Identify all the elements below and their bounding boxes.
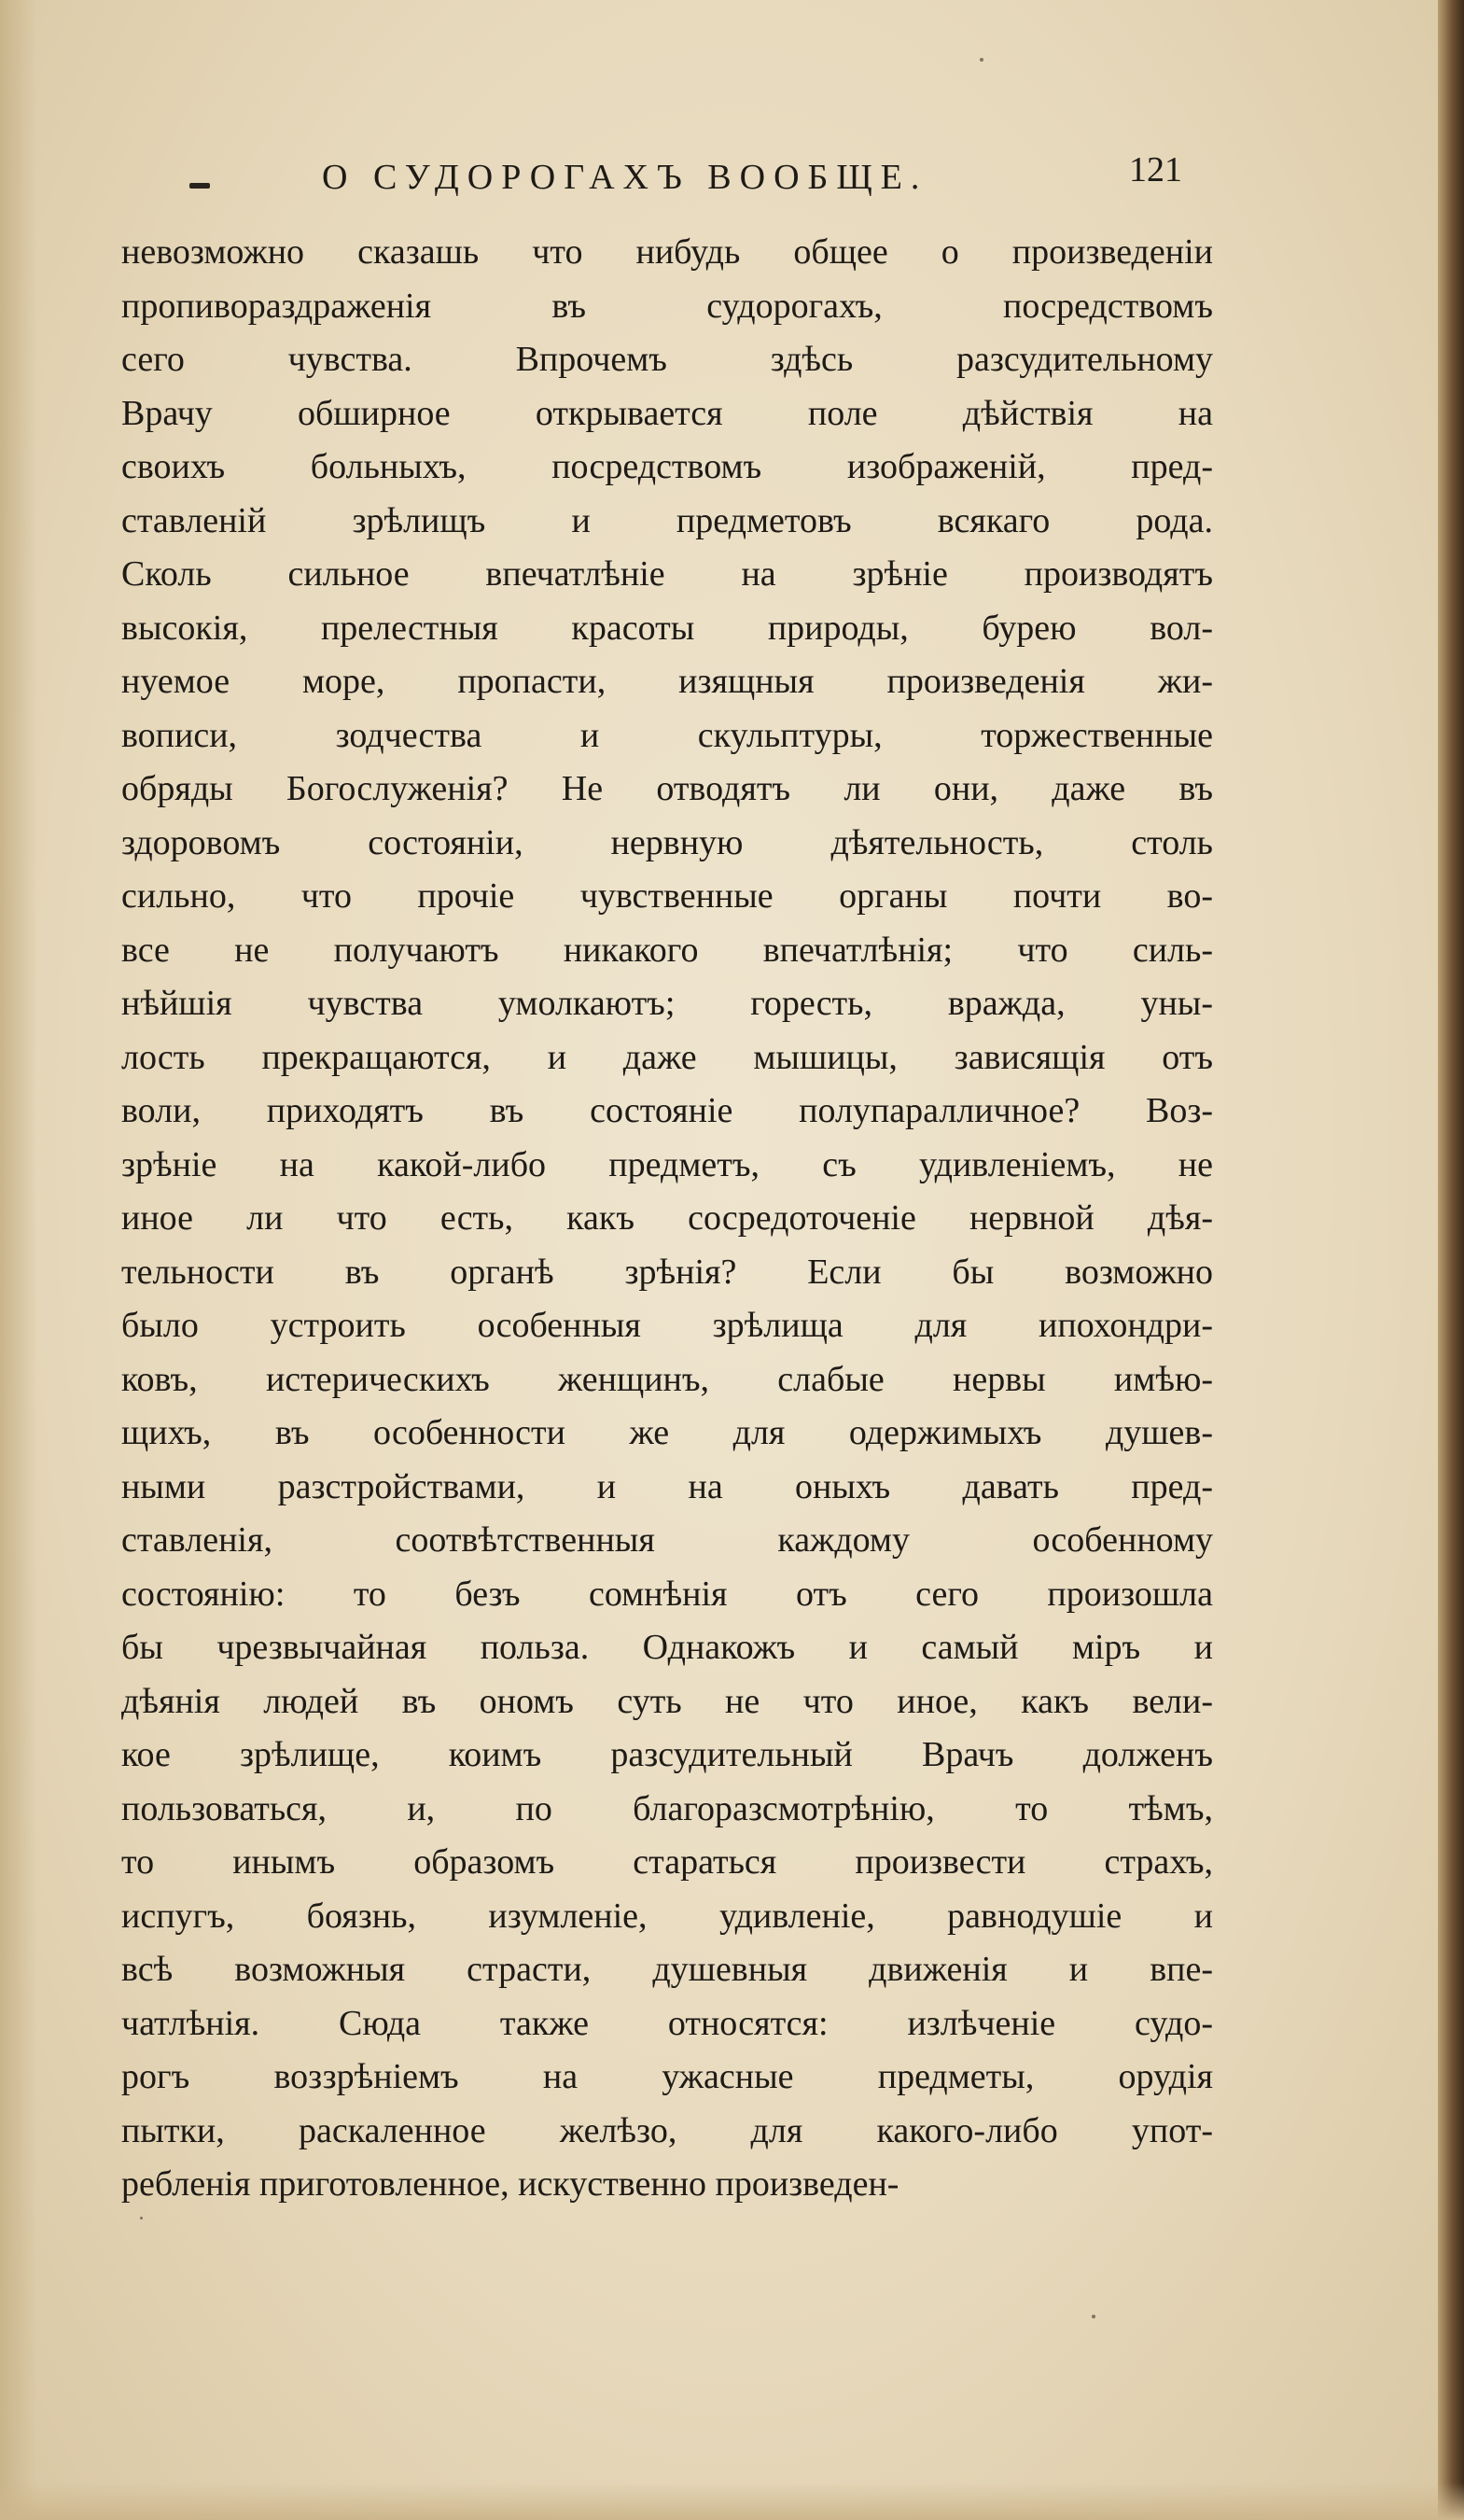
ink-speck	[980, 58, 983, 62]
text-line: дѣянiя людей въ ономъ суть не что иное, какъ вели-	[121, 1681, 1213, 1721]
text-line: пытки, раскаленное желѣзо, для какого-либо упот-	[121, 2110, 1213, 2150]
text-line: щихъ, въ особенности же для одержимыхъ душев-	[121, 1413, 1213, 1452]
ink-mark	[189, 183, 210, 189]
page-header	[182, 149, 1208, 215]
page-bottom-shadow	[0, 2483, 1464, 2520]
text-line: состоянiю: то безъ сомнѣнiя отъ сего произошла	[121, 1574, 1213, 1614]
book-spine-edge	[1438, 0, 1464, 2520]
ink-speck	[140, 2217, 143, 2219]
text-line: ребленiя приготовленное, искуственно произведен-	[121, 2164, 899, 2204]
text-line: ковъ, истерическихъ женщинъ, слабые нервы имѣю-	[121, 1359, 1213, 1399]
text-line: кое зрѣлище, коимъ разсудительный Врачъ долженъ	[121, 1735, 1213, 1774]
text-line: воли, приходятъ въ состоянiе полупаралличное? Воз-	[121, 1091, 1213, 1130]
text-line: высокiя, прелестныя красоты природы, бурею вол-	[121, 608, 1213, 648]
text-line: нѣйшiя чувства умолкаютъ; горесть, вражда, уны-	[121, 984, 1213, 1023]
text-line: вописи, зодчества и скульптуры, торжественные	[121, 715, 1213, 755]
text-line: бы чрезвычайная польза. Однакожъ и самый мiръ и	[121, 1628, 1213, 1667]
text-line: Сколь сильное впечатлѣнiе на зрѣнiе производятъ	[121, 554, 1213, 594]
text-line: рогъ воззрѣнiемъ на ужасные предметы, орудiя	[121, 2057, 1213, 2096]
ink-speck	[1092, 2315, 1095, 2318]
text-line: все не получаютъ никакого впечатлѣнiя; что силь-	[121, 930, 1213, 970]
text-line: иное ли что есть, какъ сосредоточенiе нервной дѣя-	[121, 1198, 1213, 1238]
body-text	[121, 226, 1213, 2212]
text-line: Врачу обширное открывается поле дѣйствiя на	[121, 393, 1213, 433]
text-line: своихъ больныхъ, посредствомъ изображенiй, пред-	[121, 447, 1213, 486]
text-line: всѣ возможныя страсти, душевныя движенiя и впе-	[121, 1950, 1213, 1989]
text-line: тельности въ органѣ зрѣнiя? Если бы возможно	[121, 1252, 1213, 1292]
running-title: О СУДОРОГАХЪ ВООБЩЕ.	[322, 158, 928, 197]
text-line: сильно, что прочiе чувственные органы почти во-	[121, 876, 1213, 916]
page-left-shadow	[0, 0, 37, 2520]
text-line: ставленiй зрѣлищъ и предметовъ всякаго рода.	[121, 500, 1213, 540]
text-line: то инымъ образомъ стараться произвести страхъ,	[121, 1842, 1213, 1882]
text-line: сего чувства. Впрочемъ здѣсь разсудительному	[121, 340, 1213, 379]
text-line: ставленiя, соотвѣтственныя каждому особенному	[121, 1520, 1213, 1560]
text-line: нуемое море, пропасти, изящныя произведенiя жи-	[121, 662, 1213, 701]
text-line: зрѣнiе на какой-либо предметъ, съ удивленiемъ, не	[121, 1144, 1213, 1184]
text-line: пропивораздраженiя въ судорогахъ, посредствомъ	[121, 286, 1213, 326]
text-line: ными разстройствами, и на оныхъ давать пред-	[121, 1466, 1213, 1506]
text-line: лость прекращаются, и даже мышицы, зависящiя отъ	[121, 1037, 1213, 1077]
text-line: испугъ, боязнь, изумленiе, удивленiе, равнодушiе и	[121, 1896, 1213, 1936]
text-line: чатлѣнiя. Сюда также относятся: излѣченiе судо-	[121, 2003, 1213, 2043]
page-number: 121	[1129, 150, 1182, 189]
text-line: обряды Богослуженiя? Не отводятъ ли они, даже въ	[121, 769, 1213, 808]
text-line: невозможно сказашь что нибудь общее о произведенiи	[121, 232, 1213, 272]
text-line: пользоваться, и, по благоразсмотрѣнiю, то тѣмъ,	[121, 1788, 1213, 1828]
text-line: было устроить особенныя зрѣлища для ипохондри-	[121, 1306, 1213, 1345]
text-line: здоровомъ состоянiи, нервную дѣятельность, столь	[121, 822, 1213, 862]
